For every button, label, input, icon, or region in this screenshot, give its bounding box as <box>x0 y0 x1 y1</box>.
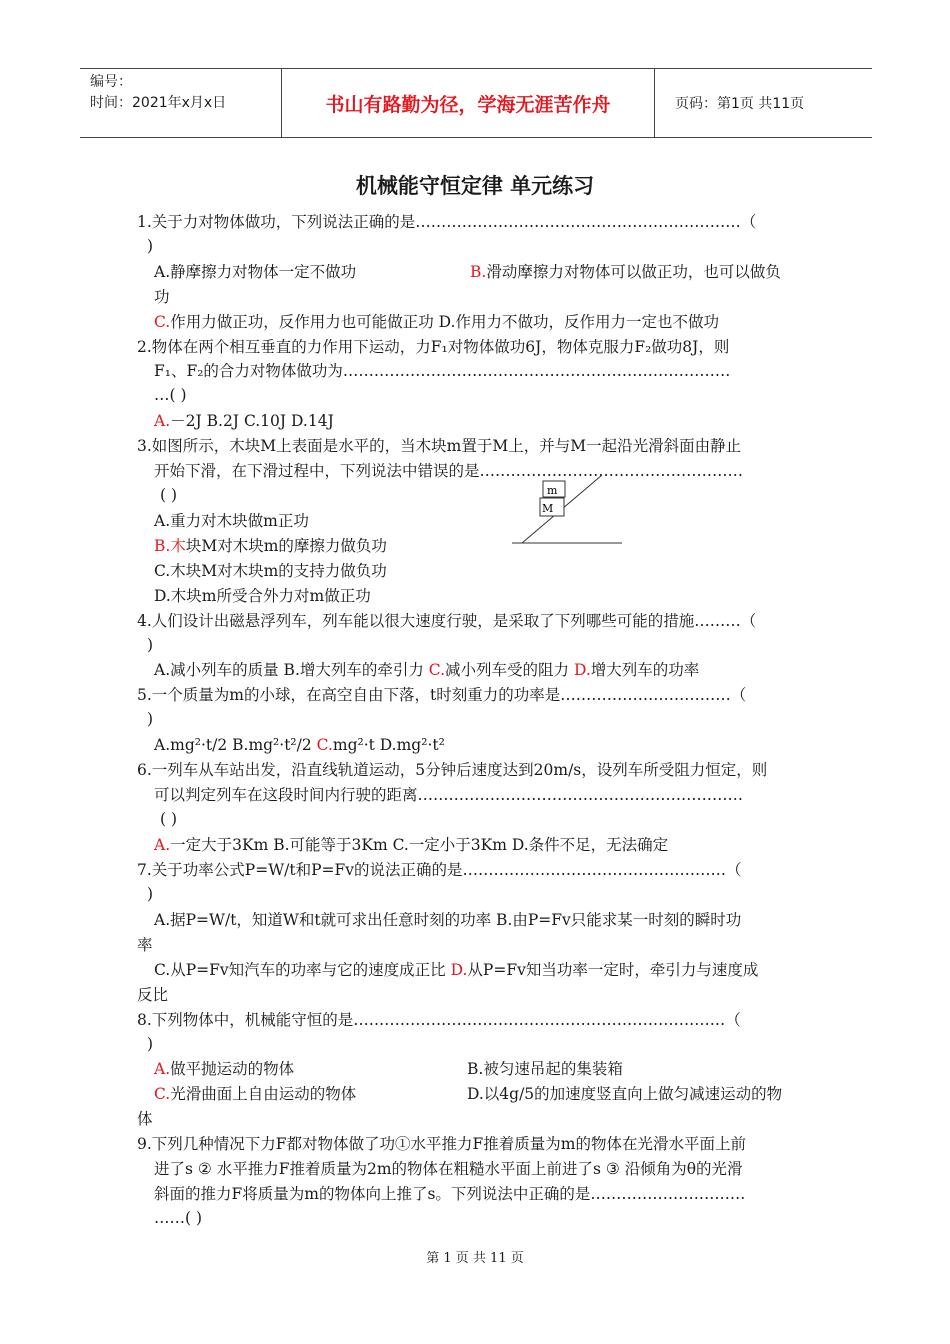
page-info-cell <box>663 69 872 137</box>
header-left-cell <box>80 69 280 137</box>
incline-figure <box>510 472 625 547</box>
q4-paren: ) <box>147 636 154 654</box>
motto: 书山有路勤为径，学海无涯苦作舟 <box>281 69 655 137</box>
q4-stem: 4.人们设计出磁悬浮列车，列车能以很大速度行驶，是采取了下列哪些可能的措施………（ <box>137 612 757 630</box>
q7-paren: ) <box>147 885 154 903</box>
q2-stem: 2.物体在两个相互垂直的力作用下运动，力F₁对物体做功6J，物体克服力F₂做功8J，则 <box>137 338 730 356</box>
q3-option-c: C.木块M对木块m的支持力做负功 <box>154 562 387 580</box>
q5-options: A.mg²·t/2 B.mg²·t²/2 C.mg²·t D.mg²·t² <box>154 736 445 754</box>
q3-stem: 3.如图所示，木块M上表面是水平的，当木块m置于M上，并与M一起沿光滑斜面由静止 <box>137 437 742 455</box>
q5-stem: 5.一个质量为m的小球，在高空自由下落，t时刻重力的功率是……………………………（ <box>137 686 747 704</box>
q1-options-cd: C.作用力做正功，反作用力也可能做正功 D.作用力不做功，反作用力一定也不做功 <box>154 313 719 331</box>
q3-option-a: A.重力对木块做m正功 <box>154 512 309 530</box>
header-table <box>80 68 872 138</box>
q6-paren: ( ) <box>160 810 178 828</box>
page-title: 机械能守恒定律 单元练习 <box>355 174 595 198</box>
number-label: 编号： <box>90 74 132 90</box>
q6-options: A.一定大于3Km B.可能等于3Km C.一定小于3Km D.条件不足，无法确定 <box>154 836 669 854</box>
q6-stem-2: 可以判定列车在这段时间内行驶的距离……………………………………………………… <box>154 786 744 804</box>
q9-stem-3: 斜面的推力F将质量为m的物体向上推了s。下列说法中正确的是………………………… <box>154 1185 746 1203</box>
q8-option-b: B.被匀速吊起的集装箱 <box>467 1060 623 1078</box>
q3-paren: ( ) <box>160 486 178 504</box>
page-info: 页码：第1页 共11页 <box>675 96 805 112</box>
q8-paren: ) <box>147 1035 154 1053</box>
q2-options: A.－2J B.2J C.10J D.14J <box>154 412 334 430</box>
q1-option-b-text: 滑动摩擦力对物体可以做正功，也可以做负 <box>486 263 781 281</box>
q9-stem-2: 进了s ② 水平推力F推着质量为2m的物体在粗糙水平面上前进了s ③ 沿倾角为θ的光滑 <box>154 1160 743 1178</box>
q9-stem: 9.下列几种情况下力F都对物体做了功①水平推力F推着质量为m的物体在光滑水平面上前 <box>137 1135 746 1153</box>
q1-paren: ) <box>147 237 154 255</box>
time-label: 时间：2021年x月x日 <box>90 95 227 111</box>
q8-option-c: C.光滑曲面上自由运动的物体 <box>154 1085 357 1103</box>
page-footer: 第 1 页 共 11 页 <box>426 1251 524 1266</box>
q8-stem: 8.下列物体中，机械能守恒的是………………………………………………………………（ <box>137 1011 741 1029</box>
q2-stem-2: F₁、F₂的合力对物体做功为………………………………………………………………… <box>154 362 731 380</box>
q3-option-b: B.木块M对木块m的摩擦力做负功 <box>154 537 387 555</box>
q8-option-d: D.以4g/5的加速度竖直向上做匀减速运动的物 <box>467 1085 783 1103</box>
q8-option-d-wrap: 体 <box>137 1110 153 1128</box>
q2-paren: …( ) <box>154 386 187 404</box>
q9-paren: ……( ) <box>154 1209 203 1227</box>
q7-options-cd-wrap: 反比 <box>137 986 169 1004</box>
block-m-label: m <box>547 484 558 497</box>
q7-options-ab-wrap: 率 <box>137 936 153 954</box>
q5-paren: ) <box>147 710 154 728</box>
q4-options: A.减小列车的质量 B.增大列车的牵引力 C.减小列车受的阻力 D.增大列车的功率 <box>154 661 700 679</box>
q1-option-a: A.静摩擦力对物体一定不做功 <box>154 263 357 281</box>
q8-option-a: A.做平抛运动的物体 <box>154 1060 295 1078</box>
q7-options-ab: A.据P=W/t，知道W和t就可求出任意时刻的功率 B.由P=Fv只能求某一时刻的瞬时功 <box>154 911 742 929</box>
q1-option-b: B.滑动摩擦力对物体可以做正功，也可以做负 <box>470 263 781 281</box>
q1-option-b-wrap: 功 <box>154 288 170 306</box>
q1-stem: 1.关于力对物体做功，下列说法正确的是………………………………………………………（ <box>137 213 757 231</box>
q3-stem-2: 开始下滑，在下滑过程中，下列说法中错误的是…………………………………………… <box>154 462 744 480</box>
block-M-label: M <box>542 502 554 515</box>
q7-stem: 7.关于功率公式P=W/t和P=Fv的说法正确的是……………………………………………（ <box>137 861 742 879</box>
q7-options-cd: C.从P=Fv知汽车的功率与它的速度成正比 D.从P=Fv知当功率一定时，牵引力与速度成 <box>154 961 759 979</box>
q3-option-d: D.木块m所受合外力对m做正功 <box>154 587 371 605</box>
q6-stem: 6.一列车从车站出发，沿直线轨道运动，5分钟后速度达到20m/s，设列车所受阻力恒定，则 <box>137 761 768 779</box>
